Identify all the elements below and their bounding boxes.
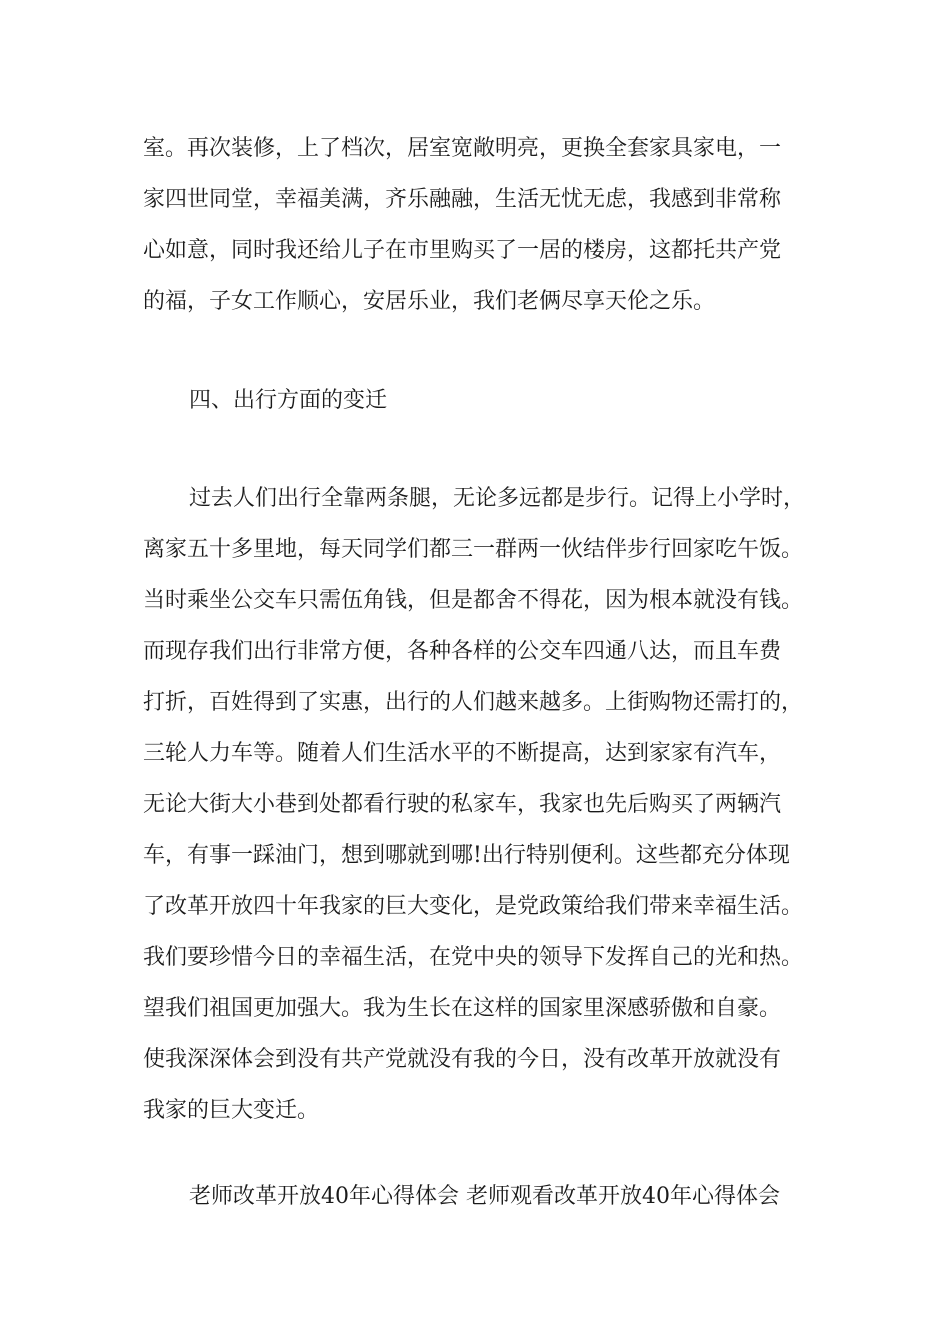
paragraph-2-line-9: 了改革开放四十年我家的巨大变化，是党政策给我们带来幸福生活。 xyxy=(143,894,804,919)
paragraph-2-line-10: 我们要珍惜今日的幸福生活，在党中央的领导下发挥自己的光和热。 xyxy=(143,945,804,970)
paragraph-2-line-2: 离家五十多里地，每天同学们都三一群两一伙结伴步行回家吃午饭。 xyxy=(143,537,804,562)
section-heading: 四、出行方面的变迁 xyxy=(189,388,388,413)
paragraph-2-line-7: 无论大街大小巷到处都看行驶的私家车，我家也先后购买了两辆汽 xyxy=(143,792,782,817)
paragraph-2-line-8: 车，有事一踩油门，想到哪就到哪!出行特别便利。这些都充分体现 xyxy=(143,843,790,868)
paragraph-2-line-11: 望我们祖国更加强大。我为生长在这样的国家里深感骄傲和自豪。 xyxy=(143,996,782,1021)
paragraph-2-line-12: 使我深深体会到没有共产党就没有我的今日，没有改革开放就没有 xyxy=(143,1047,782,1072)
paragraph-1-line-2: 家四世同堂，幸福美满，齐乐融融，生活无忧无虑，我感到非常称 xyxy=(143,187,782,212)
paragraph-2-line-13: 我家的巨大变迁。 xyxy=(143,1098,320,1123)
next-article-title: 老师改革开放40年心得体会 老师观看改革开放40年心得体会 xyxy=(189,1184,780,1209)
paragraph-2-line-6: 三轮人力车等。随着人们生活水平的不断提高，达到家家有汽车， xyxy=(143,741,782,766)
paragraph-2-line-5: 打折，百姓得到了实惠，出行的人们越来越多。上街购物还需打的， xyxy=(143,690,804,715)
paragraph-1-line-1: 室。再次装修，上了档次，居室宽敞明亮，更换全套家具家电，一 xyxy=(143,136,782,161)
paragraph-1-line-4: 的福，子女工作顺心，安居乐业，我们老俩尽享天伦之乐。 xyxy=(143,289,716,314)
paragraph-2-line-3: 当时乘坐公交车只需伍角钱，但是都舍不得花，因为根本就没有钱。 xyxy=(143,588,804,613)
paragraph-2-line-1: 过去人们出行全靠两条腿，无论多远都是步行。记得上小学时， xyxy=(189,486,806,511)
paragraph-2-line-4: 而现存我们出行非常方便，各种各样的公交车四通八达，而且车费 xyxy=(143,639,782,664)
paragraph-1-line-3: 心如意，同时我还给儿子在市里购买了一居的楼房，这都托共产党 xyxy=(143,238,782,263)
